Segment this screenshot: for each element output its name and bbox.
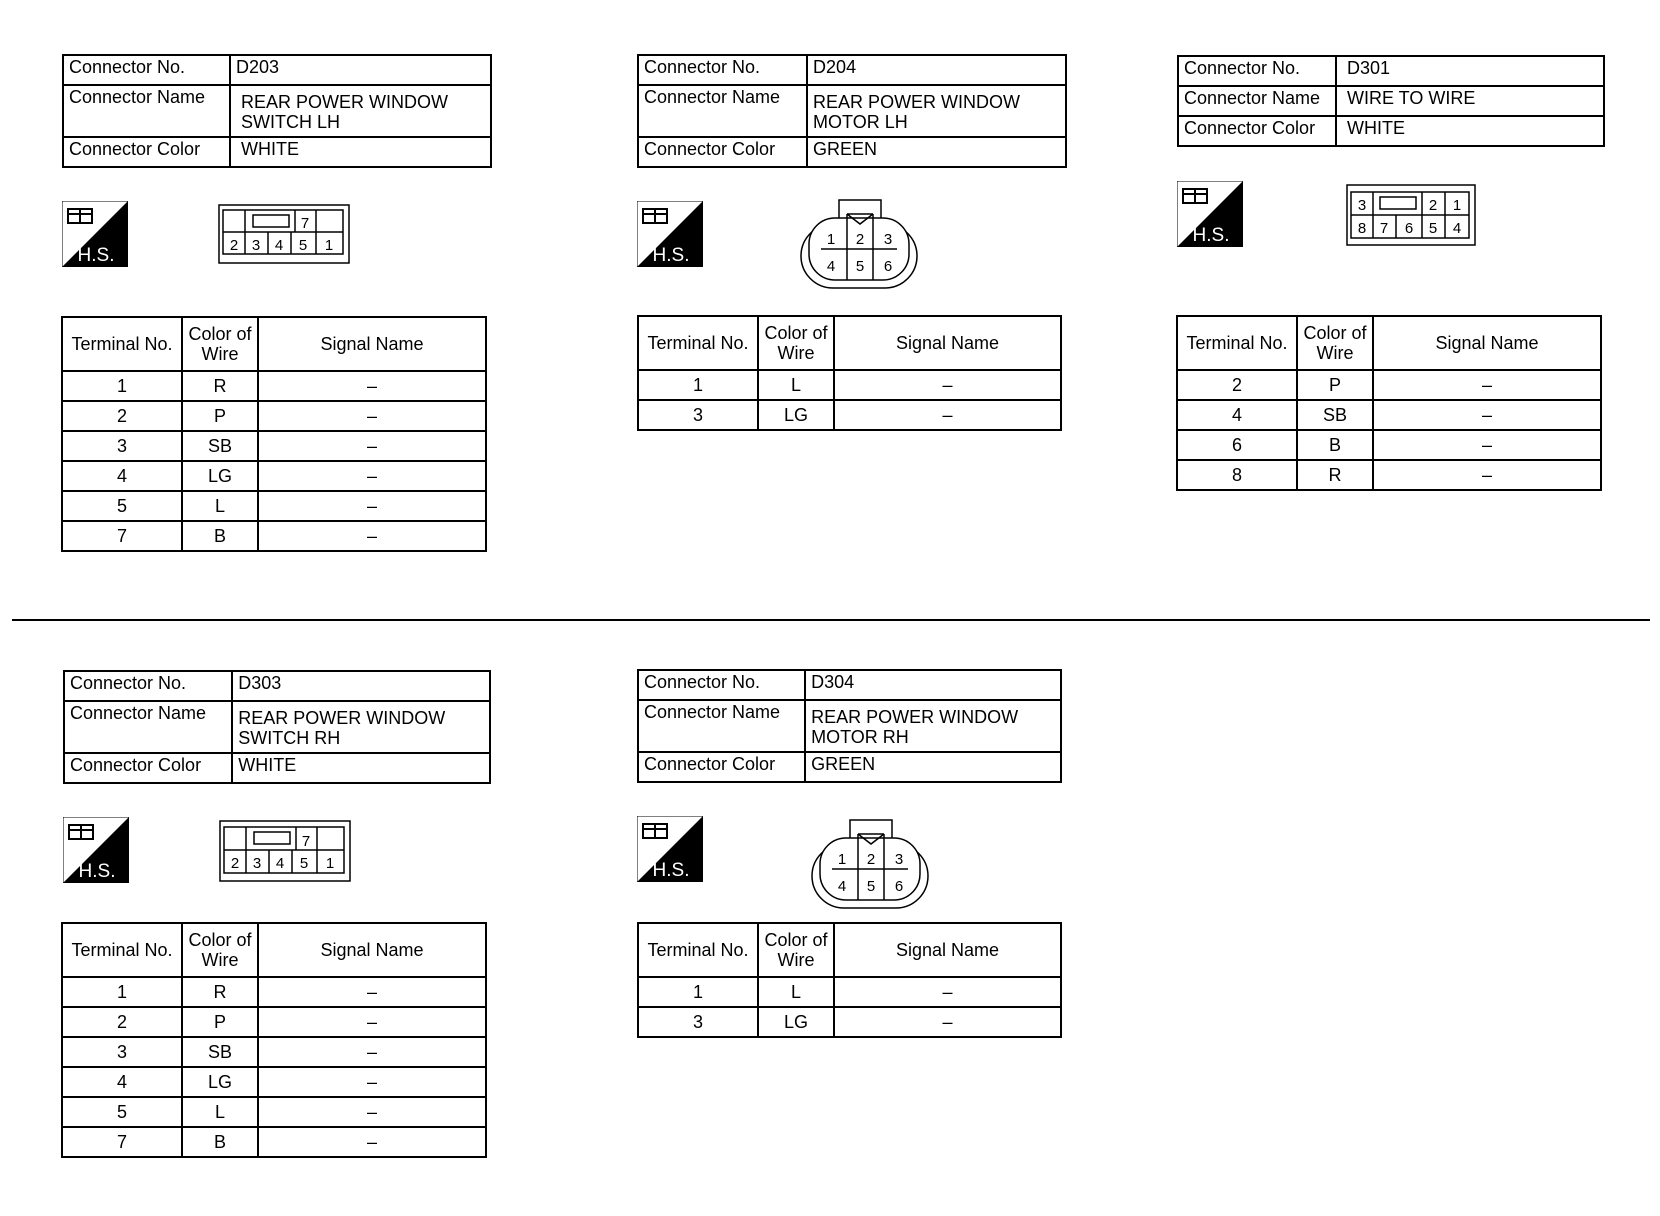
terminal-table [61, 922, 487, 1158]
connector-name-value: REAR POWER WINDOW SWITCH RH [232, 701, 490, 753]
pin-label: 3 [894, 851, 904, 868]
color-of-wire-header: Color of Wire [758, 923, 834, 977]
signal-name-header: Signal Name [834, 316, 1061, 370]
table-row [1177, 400, 1601, 430]
terminal-table [61, 316, 487, 552]
wire-cell: SB [182, 1037, 258, 1067]
table-row [62, 1127, 486, 1157]
wire-cell: L [182, 1097, 258, 1127]
signal-cell: – [834, 1007, 1061, 1037]
pin-label: 7 [1379, 220, 1389, 237]
connector-no-value: D301 [1336, 56, 1604, 86]
connector-no-value: D304 [805, 670, 1061, 700]
connector-name-value: WIRE TO WIRE [1336, 86, 1604, 116]
connector-no-label: Connector No. [1178, 56, 1336, 86]
hs-label: H.S. [652, 860, 690, 881]
connector-name-value: REAR POWER WINDOW MOTOR RH [805, 700, 1061, 752]
color-of-wire-header: Color of Wire [1297, 316, 1373, 370]
connector-name-label: Connector Name [638, 85, 807, 137]
connector-color-value: WHITE [232, 753, 490, 783]
terminal-cell: 3 [62, 1037, 182, 1067]
connector-info-table [637, 669, 1062, 783]
terminal-cell: 3 [62, 431, 182, 461]
wire-cell: P [182, 401, 258, 431]
table-row [62, 491, 486, 521]
pin-label: 3 [1357, 197, 1367, 214]
table-row [62, 431, 486, 461]
pin-label: 1 [325, 855, 335, 872]
connector-no-value: D203 [230, 55, 491, 85]
wire-cell: SB [182, 431, 258, 461]
connector-info-table [62, 54, 492, 168]
wire-cell: P [182, 1007, 258, 1037]
wire-cell: SB [1297, 400, 1373, 430]
pin-label: 2 [230, 855, 240, 872]
terminal-cell: 5 [62, 1097, 182, 1127]
wire-cell: LG [182, 461, 258, 491]
pin-label: 2 [866, 851, 876, 868]
pin-label: 5 [299, 855, 309, 872]
table-row [638, 370, 1061, 400]
pin-label: 5 [298, 237, 308, 254]
terminal-table [637, 315, 1062, 431]
pin-label: 5 [866, 878, 876, 895]
wire-cell: B [182, 521, 258, 551]
hs-harness-side-icon [62, 201, 128, 267]
terminal-cell: 3 [638, 400, 758, 430]
pin-label: 1 [1452, 197, 1462, 214]
terminal-cell: 7 [62, 521, 182, 551]
table-row [62, 1097, 486, 1127]
connector-name-label: Connector Name [63, 85, 230, 137]
signal-cell: – [258, 1127, 486, 1157]
signal-cell: – [258, 371, 486, 401]
pin-label: 4 [274, 237, 284, 254]
connector-face-6pin [218, 204, 350, 264]
pin-label: 7 [301, 833, 311, 850]
pin-label: 2 [229, 237, 239, 254]
wire-cell: R [1297, 460, 1373, 490]
signal-cell: – [258, 461, 486, 491]
color-of-wire-header: Color of Wire [758, 316, 834, 370]
terminal-cell: 2 [1177, 370, 1297, 400]
connector-color-label: Connector Color [63, 137, 230, 167]
table-row [638, 977, 1061, 1007]
wire-cell: LG [182, 1067, 258, 1097]
terminal-cell: 1 [62, 977, 182, 1007]
connector-info-table [637, 54, 1067, 168]
connector-face-6pin [219, 820, 351, 882]
connector-color-value: GREEN [807, 137, 1066, 167]
connector-name-label: Connector Name [64, 701, 232, 753]
signal-cell: – [258, 521, 486, 551]
terminal-cell: 8 [1177, 460, 1297, 490]
table-row [62, 521, 486, 551]
terminal-cell: 6 [1177, 430, 1297, 460]
connector-face-round-6pin [797, 196, 921, 294]
pin-label: 4 [275, 855, 285, 872]
signal-cell: – [1373, 400, 1601, 430]
connector-name-label: Connector Name [1178, 86, 1336, 116]
terminal-no-header: Terminal No. [62, 923, 182, 977]
terminal-cell: 3 [638, 1007, 758, 1037]
color-of-wire-header: Color of Wire [182, 923, 258, 977]
wire-cell: L [758, 370, 834, 400]
signal-cell: – [258, 1067, 486, 1097]
table-row [1177, 430, 1601, 460]
signal-cell: – [258, 1097, 486, 1127]
connector-color-value: GREEN [805, 752, 1061, 782]
table-row [62, 977, 486, 1007]
terminal-cell: 7 [62, 1127, 182, 1157]
connector-color-value: WHITE [1336, 116, 1604, 146]
hs-label: H.S. [77, 245, 115, 266]
signal-cell: – [258, 1037, 486, 1067]
hs-label: H.S. [78, 861, 116, 882]
terminal-cell: 4 [62, 461, 182, 491]
signal-name-header: Signal Name [258, 317, 486, 371]
table-row [62, 401, 486, 431]
pin-label: 4 [826, 258, 836, 275]
pin-label: 5 [855, 258, 865, 275]
connector-color-label: Connector Color [638, 752, 805, 782]
connector-no-label: Connector No. [638, 670, 805, 700]
signal-name-header: Signal Name [258, 923, 486, 977]
table-row [62, 1067, 486, 1097]
wire-cell: B [182, 1127, 258, 1157]
pin-label: 6 [883, 258, 893, 275]
pin-label: 6 [894, 878, 904, 895]
terminal-cell: 5 [62, 491, 182, 521]
pin-label: 4 [837, 878, 847, 895]
table-row [62, 1037, 486, 1067]
wire-cell: R [182, 371, 258, 401]
connector-name-value: REAR POWER WINDOW SWITCH LH [230, 85, 491, 137]
hs-harness-side-icon [1177, 181, 1243, 247]
pin-label: 5 [1428, 220, 1438, 237]
wire-cell: LG [758, 1007, 834, 1037]
terminal-no-header: Terminal No. [62, 317, 182, 371]
connector-color-label: Connector Color [638, 137, 807, 167]
signal-name-header: Signal Name [1373, 316, 1601, 370]
connector-no-label: Connector No. [63, 55, 230, 85]
signal-cell: – [1373, 430, 1601, 460]
terminal-no-header: Terminal No. [1177, 316, 1297, 370]
signal-cell: – [258, 977, 486, 1007]
pin-label: 7 [300, 215, 310, 232]
signal-cell: – [258, 491, 486, 521]
pin-label: 3 [251, 237, 261, 254]
connector-color-label: Connector Color [64, 753, 232, 783]
connector-name-value: REAR POWER WINDOW MOTOR LH [807, 85, 1066, 137]
signal-name-header: Signal Name [834, 923, 1061, 977]
signal-cell: – [258, 431, 486, 461]
terminal-no-header: Terminal No. [638, 316, 758, 370]
terminal-cell: 4 [1177, 400, 1297, 430]
terminal-table [637, 922, 1062, 1038]
connector-info-table [1177, 55, 1605, 147]
pin-label: 3 [252, 855, 262, 872]
terminal-no-header: Terminal No. [638, 923, 758, 977]
pin-label: 3 [883, 231, 893, 248]
pin-label: 1 [324, 237, 334, 254]
wire-cell: LG [758, 400, 834, 430]
hs-harness-side-icon [637, 816, 703, 882]
terminal-cell: 1 [638, 370, 758, 400]
connector-color-label: Connector Color [1178, 116, 1336, 146]
signal-cell: – [834, 370, 1061, 400]
connector-color-value: WHITE [230, 137, 491, 167]
signal-cell: – [258, 401, 486, 431]
color-of-wire-header: Color of Wire [182, 317, 258, 371]
connector-name-label: Connector Name [638, 700, 805, 752]
hs-label: H.S. [652, 245, 690, 266]
signal-cell: – [1373, 370, 1601, 400]
connector-face-8pin [1346, 184, 1476, 246]
table-row [1177, 370, 1601, 400]
terminal-cell: 1 [62, 371, 182, 401]
pin-label: 2 [855, 231, 865, 248]
table-row [1177, 460, 1601, 490]
pin-label: 8 [1357, 220, 1367, 237]
connector-no-label: Connector No. [64, 671, 232, 701]
connector-info-table [63, 670, 491, 784]
signal-cell: – [834, 400, 1061, 430]
terminal-cell: 4 [62, 1067, 182, 1097]
table-row [62, 371, 486, 401]
wire-cell: P [1297, 370, 1373, 400]
terminal-cell: 1 [638, 977, 758, 1007]
terminal-cell: 2 [62, 401, 182, 431]
wire-cell: R [182, 977, 258, 1007]
wire-cell: B [1297, 430, 1373, 460]
connector-no-value: D204 [807, 55, 1066, 85]
hs-harness-side-icon [63, 817, 129, 883]
table-row [62, 461, 486, 491]
wire-cell: L [182, 491, 258, 521]
terminal-cell: 2 [62, 1007, 182, 1037]
hs-harness-side-icon [637, 201, 703, 267]
signal-cell: – [258, 1007, 486, 1037]
connector-face-round-6pin [808, 816, 932, 914]
table-row [62, 1007, 486, 1037]
pin-label: 1 [837, 851, 847, 868]
connector-no-label: Connector No. [638, 55, 807, 85]
signal-cell: – [1373, 460, 1601, 490]
section-divider [12, 619, 1650, 621]
pin-label: 4 [1452, 220, 1462, 237]
hs-label: H.S. [1192, 225, 1230, 246]
terminal-table [1176, 315, 1602, 491]
signal-cell: – [834, 977, 1061, 1007]
table-row [638, 1007, 1061, 1037]
wire-cell: L [758, 977, 834, 1007]
pin-label: 6 [1404, 220, 1414, 237]
connector-no-value: D303 [232, 671, 490, 701]
table-row [638, 400, 1061, 430]
pin-label: 2 [1428, 197, 1438, 214]
pin-label: 1 [826, 231, 836, 248]
